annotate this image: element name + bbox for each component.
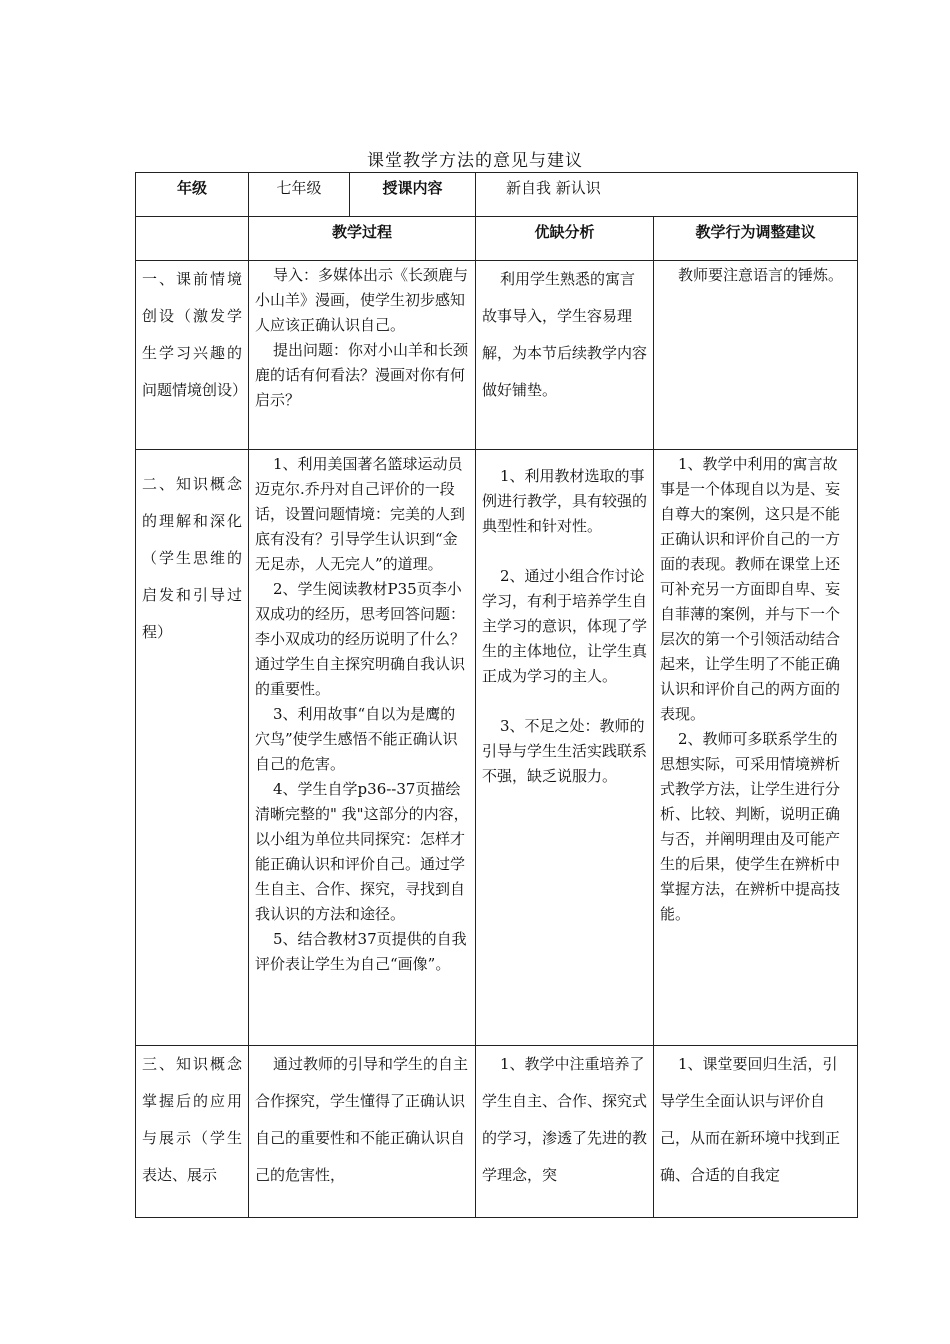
grade-value: 七年级 <box>249 173 350 217</box>
analysis-cell <box>476 450 654 1046</box>
process-cell <box>249 1046 476 1218</box>
page-title: 课堂教学方法的意见与建议 <box>367 151 583 171</box>
process-paragraph: 1、利用美国著名篮球运动员迈克尔.乔丹对自己评价的一段话，设置问题情境：完美的人到底有没有？引导学生认识到“金无足赤，人无完人”的道理。 <box>255 455 466 573</box>
suggestion-paragraph: 教师要注意语言的锤炼。 <box>678 266 844 284</box>
analysis-cell <box>476 261 654 450</box>
analysis-cell <box>476 1046 654 1218</box>
process-paragraph: 5、结合教材37页提供的自我评价表让学生为自己“画像”。 <box>255 930 467 973</box>
stage-label: 一、课前情境创设（激发学生学习兴趣的问题情境创设） <box>136 261 249 450</box>
analysis-paragraph: 利用学生熟悉的寓言故事导入，学生容易理解，为本节后续教学内容做好铺垫。 <box>482 270 648 399</box>
suggestion-cell <box>654 261 858 450</box>
process-paragraph: 提出问题：你对小山羊和长颈鹿的话有何看法？漫画对你有何启示？ <box>255 341 469 409</box>
process-cell <box>249 450 476 1046</box>
analysis-paragraph: 1、教学中注重培养了学生自主、合作、探究式的学习，渗透了先进的教学理念，突 <box>482 1055 648 1184</box>
lesson-evaluation-table <box>135 172 858 1218</box>
analysis-header: 优缺分析 <box>476 217 654 261</box>
process-paragraph: 通过教师的引导和学生的自主合作探究，学生懂得了正确认识自己的重要性和不能正确认识自己的危害性， <box>255 1055 469 1184</box>
column-header-row <box>136 217 858 261</box>
suggestion-paragraph: 2、教师可多联系学生的思想实际，可采用情境辨析式教学方法，让学生进行分析、比较、判断，说明正确与否，并阐明理由及可能产生的后果，使学生在辨析中掌握方法，在辨析中提高技能。 <box>660 730 841 923</box>
process-header: 教学过程 <box>249 217 476 261</box>
suggestion-header: 教学行为调整建议 <box>654 217 858 261</box>
grade-label: 年级 <box>136 173 249 217</box>
analysis-paragraph: 3、不足之处：教师的引导与学生生活实践联系不强，缺乏说服力。 <box>482 717 648 785</box>
process-paragraph: 3、利用故事“自以为是鹰的穴鸟”使学生感悟不能正确认识自己的危害。 <box>255 705 458 773</box>
table-row <box>136 450 858 1046</box>
info-row <box>136 173 858 217</box>
content-value: 新自我 新认识 <box>476 173 858 217</box>
analysis-paragraph: 2、通过小组合作讨论学习，有利于培养学生自主学习的意识，体现了学生的主体地位，让学生真正成为学习的主人。 <box>482 567 648 685</box>
stage-label: 二、知识概念的理解和深化（学生思维的启发和引导过程） <box>136 450 249 1046</box>
stage-header-cell <box>136 217 249 261</box>
stage-label: 三、知识概念掌握后的应用与展示（学生表达、展示 <box>136 1046 249 1218</box>
table-row <box>136 261 858 450</box>
suggestion-paragraph: 1、教学中利用的寓言故事是一个体现自以为是、妄自尊大的案例，这只是不能正确认识和评价自己的一方面的表现。教师在课堂上还可补充另一方面即自卑、妄自菲薄的案例，并与下一个层次的第一个引领活动结合起来，让学生明了不能正确认识和评价自己的两方面的表现。 <box>660 455 841 723</box>
process-paragraph: 导入：多媒体出示《长颈鹿与小山羊》漫画，使学生初步感知人应该正确认识自己。 <box>255 266 469 334</box>
suggestion-paragraph: 1、课堂要回归生活，引导学生全面认识与评价自己，从而在新环境中找到正确、合适的自我定 <box>660 1055 841 1184</box>
process-paragraph: 4、学生自学p36--37页描绘清晰完整的" 我"这部分的内容，以小组为单位共同探究：怎样才能正确认识和评价自己。通过学生自主、合作、探究，寻找到自我认识的方法和途径。 <box>255 780 469 923</box>
suggestion-cell <box>654 450 858 1046</box>
table-row <box>136 1046 858 1218</box>
analysis-paragraph: 1、利用教材选取的事例进行教学，具有较强的典型性和针对性。 <box>482 467 648 535</box>
process-paragraph: 2、学生阅读教材P35页李小双成功的经历，思考回答问题：李小双成功的经历说明了什么？通过学生自主探究明确自我认识的重要性。 <box>255 580 466 698</box>
process-cell <box>249 261 476 450</box>
content-label: 授课内容 <box>350 173 476 217</box>
suggestion-cell <box>654 1046 858 1218</box>
